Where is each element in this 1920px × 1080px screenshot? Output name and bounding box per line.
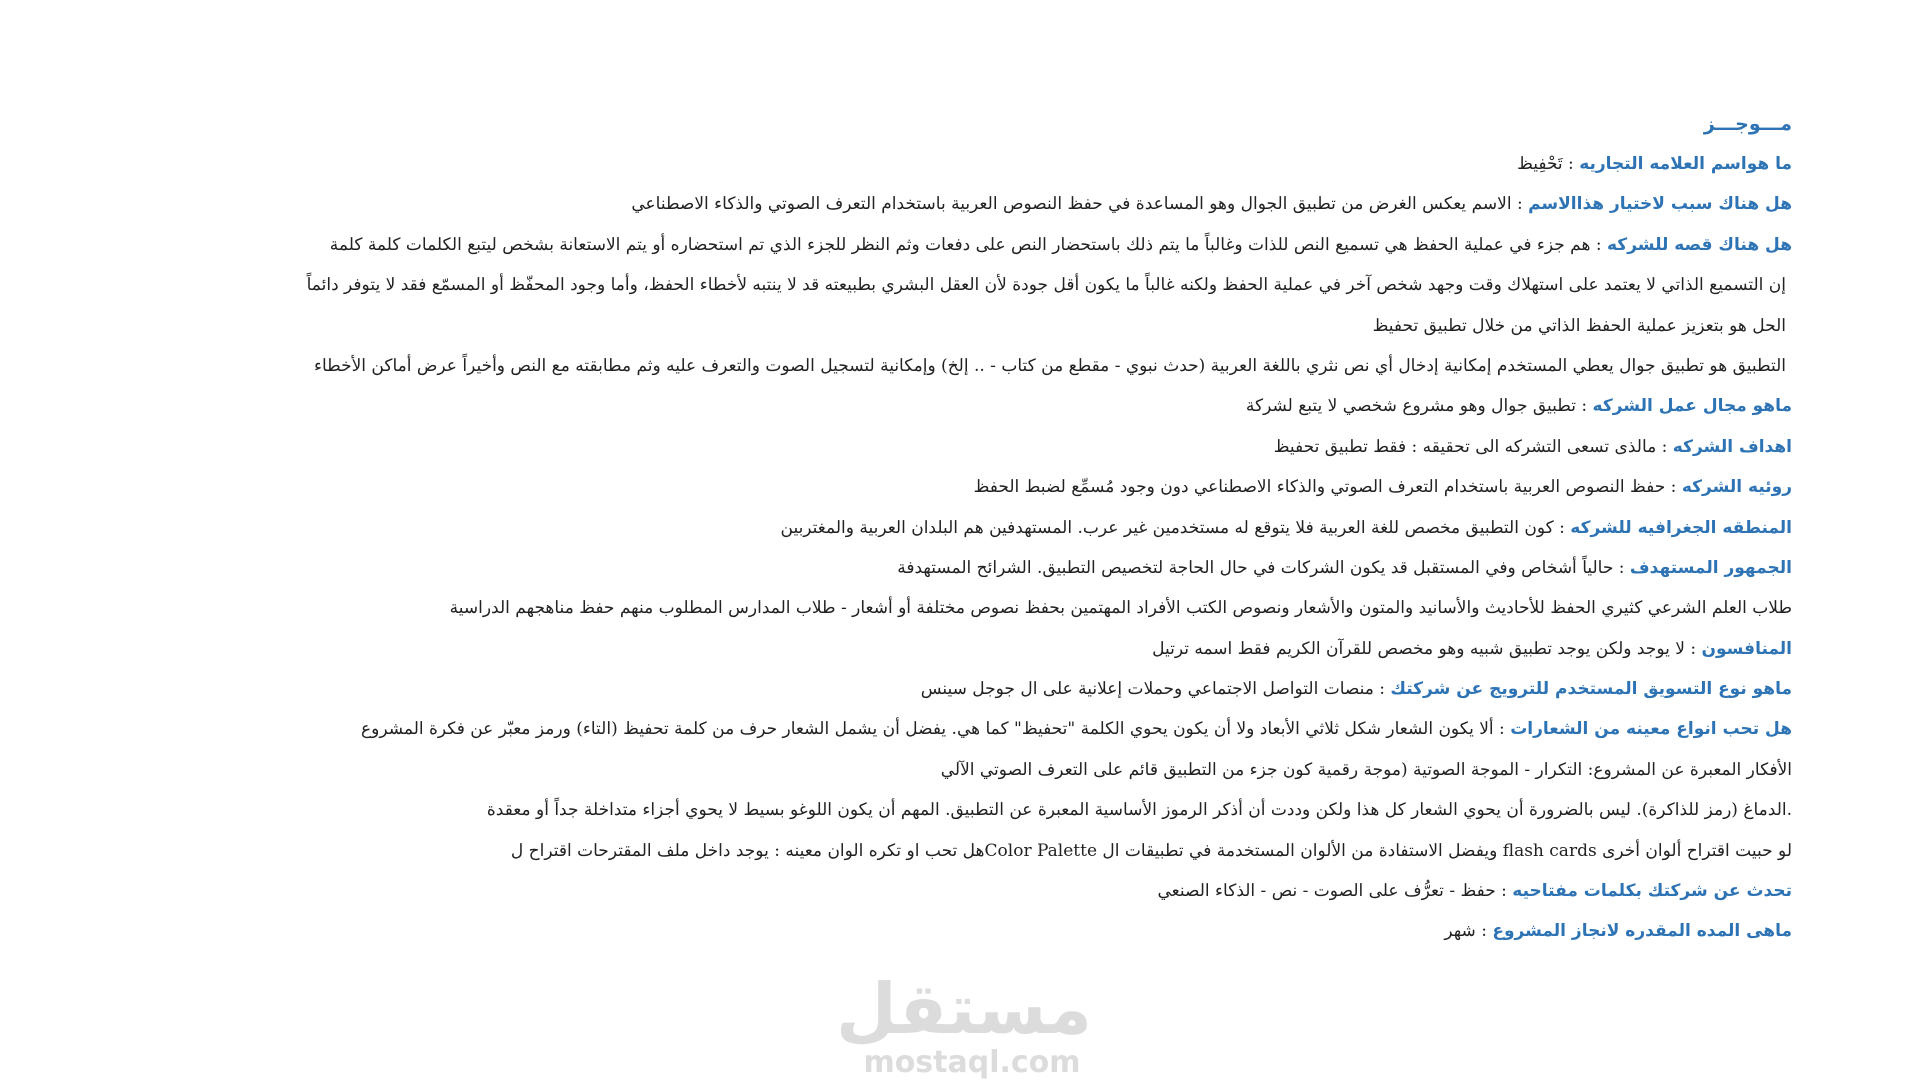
field-value: : منصات التواصل الاجتماعي وحملات إعلانية على ال جوجل سينس (920, 679, 1391, 700)
document-line (232, 225, 1792, 265)
watermark-logo-latin: mostaql.com (863, 1045, 1081, 1080)
document-title: مـــوجـــز (1703, 113, 1792, 135)
field-label: ماهو مجال عمل الشركه (1592, 396, 1792, 417)
document-line (232, 750, 1792, 790)
field-value: : مالذى تسعى التشركه الى تحقيقه : فقط تطبيق تحفيظ (1273, 436, 1673, 457)
field-label: هل هناك قصه للشركه (1607, 234, 1792, 255)
document-line (232, 467, 1792, 507)
document-line (232, 306, 1792, 346)
field-value: : لا يوجد ولكن يوجد تطبيق شبيه وهو مخصص للقرآن الكريم فقط اسمه ترتيل (1152, 638, 1702, 659)
field-value: : الاسم يعكس الغرض من تطبيق الجوال وهو المساعدة في حفظ النصوص العربية باستخدام التعرف الصوتي والذكاء الاصطناعي (631, 194, 1529, 215)
field-label: هل تحب انواع معينه من الشعارات (1510, 719, 1792, 740)
field-label: ماهو نوع التسويق المستخدم للترويج عن شركتك (1390, 679, 1792, 700)
document-body (232, 104, 1792, 952)
document-line (232, 346, 1792, 386)
field-value: : ألا يكون الشعار شكل ثلاثي الأبعاد ولا أن يكون يحوي الكلمة "تحفيظ" كما هي. يفضل أن يشمل الشعار حرف من كلمة تحفيظ (التاء) ورمز معبّر عن فكرة المشروع (360, 719, 1511, 740)
document-line (232, 184, 1792, 224)
field-value: : حفظ النصوص العربية باستخدام التعرف الصوتي والذكاء الاصطناعي دون وجود مُسمِّع لضبط الحفظ (973, 477, 1682, 498)
field-value: : تَحْفِيظ (1517, 154, 1580, 174)
field-label: الجمهور المستهدف (1629, 557, 1792, 578)
field-value: : حالياً أشخاص وفي المستقبل قد يكون الشركات في حال الحاجة لتخصيص التطبيق. الشرائح المستهدفة (897, 557, 1630, 578)
field-value: الحل هو بتعزيز عملية الحفظ الذاتي من خلال تطبيق تحفيظ (1372, 315, 1786, 336)
field-label: هل هناك سبب لاختيار هذاالاسم (1528, 194, 1792, 215)
field-value: طلاب العلم الشرعي كثيري الحفظ للأحاديث والأسانيد والمتون والأشعار ونصوص الكتب الأفراد المهتمين بحفظ نصوص مختلفة أو أشعار - طلاب المدارس المطلوب منهم حفظ مناهجهم الدراسية (449, 598, 1792, 619)
field-value: : تطبيق جوال وهو مشروع شخصي لا يتبع لشركة (1245, 396, 1593, 417)
document-line (232, 548, 1792, 588)
field-value: التطبيق هو تطبيق جوال يعطي المستخدم إمكانية إدخال أي نص نثري باللغة العربية (حدث نبوي - مقطع من كتاب - .. إلخ) وإمكانية لتسجيل الصوت والتعرف عليه وثم مطابقته مع النص وأخيراً عرض أماكن الأخطاء (313, 355, 1786, 376)
field-value: : هم جزء في عملية الحفظ هي تسميع النص للذات وغالباً ما يتم ذلك باستحضار النص على دفعات وثم النظر للجزء الذي تم استحضاره أو يتم الاستعانة بشخص ليتبع الكلمات كلمة كلمة (329, 234, 1607, 255)
document-line (232, 508, 1792, 548)
document-line (232, 709, 1792, 749)
document-line (232, 588, 1792, 628)
field-label: تحدث عن شركتك بكلمات مفتاحيه (1512, 881, 1792, 902)
field-label: ماهى المده المقدره لانجاز المشروع (1492, 921, 1792, 942)
watermark-logo-arabic: مستقل (835, 968, 1092, 1050)
field-value: : كون التطبيق مخصص للغة العربية فلا يتوقع له مستخدمين غير عرب. المستهدفين هم البلدان العربية والمغتربين (780, 517, 1571, 538)
document-line (232, 629, 1792, 669)
document-line (232, 790, 1792, 830)
document-line (232, 831, 1792, 871)
document-line (232, 386, 1792, 426)
field-value: : شهر (1444, 921, 1493, 942)
mostaql-watermark (835, 968, 1092, 1080)
field-label: المنطقه الجغرافيه للشركه (1570, 517, 1792, 538)
field-value: .الدماغ (رمز للذاكرة). ليس بالضرورة أن يحوي الشعار كل هذا ولكن وددت أن أذكر الرموز الأساسية المعبرة عن التطبيق. المهم أن يكون اللوغو بسيط لا يحوي أجزاء متداخلة جداً أو معقدة (486, 800, 1792, 821)
field-value: لو حبيت اقتراح ألوان أخرى flash cards ويفضل الاستفادة من الألوان المستخدمة في تطبيقات ال Color Paletteهل تحب او تكره الوان معينه : يوجد داخل ملف المقترحات اقتراح ل (510, 840, 1792, 861)
field-label: المنافسون (1701, 638, 1792, 659)
field-label: اهداف الشركه (1672, 436, 1792, 457)
field-value: : حفظ - تعرُّف على الصوت - نص - الذكاء الصنعي (1157, 881, 1513, 902)
field-value: الأفكار المعبرة عن المشروع: التكرار - الموجة الصوتية (موجة رقمية كون جزء من التطبيق قائم على التعرف الصوتي الآلي (940, 759, 1792, 780)
field-value: إن التسميع الذاتي لا يعتمد على استهلاك وقت وجهد شخص آخر في عملية الحفظ ولكنه غالباً ما يكون أقل جودة لأن العقل البشري بطبيعته قد لا ينتبه لأخطاء الحفظ، وأما وجود المحفّظ أو المسمّع فقد لا يتوفر دائماً (306, 275, 1786, 296)
document-lines (232, 144, 1792, 952)
document-line (232, 427, 1792, 467)
document-line (232, 871, 1792, 911)
document-line (232, 669, 1792, 709)
document-line (232, 265, 1792, 305)
document-line (232, 911, 1792, 951)
document-line (232, 144, 1792, 184)
field-label: روئيه الشركه (1681, 477, 1792, 498)
field-label: ما هواسم العلامه التجاريه (1579, 154, 1792, 174)
